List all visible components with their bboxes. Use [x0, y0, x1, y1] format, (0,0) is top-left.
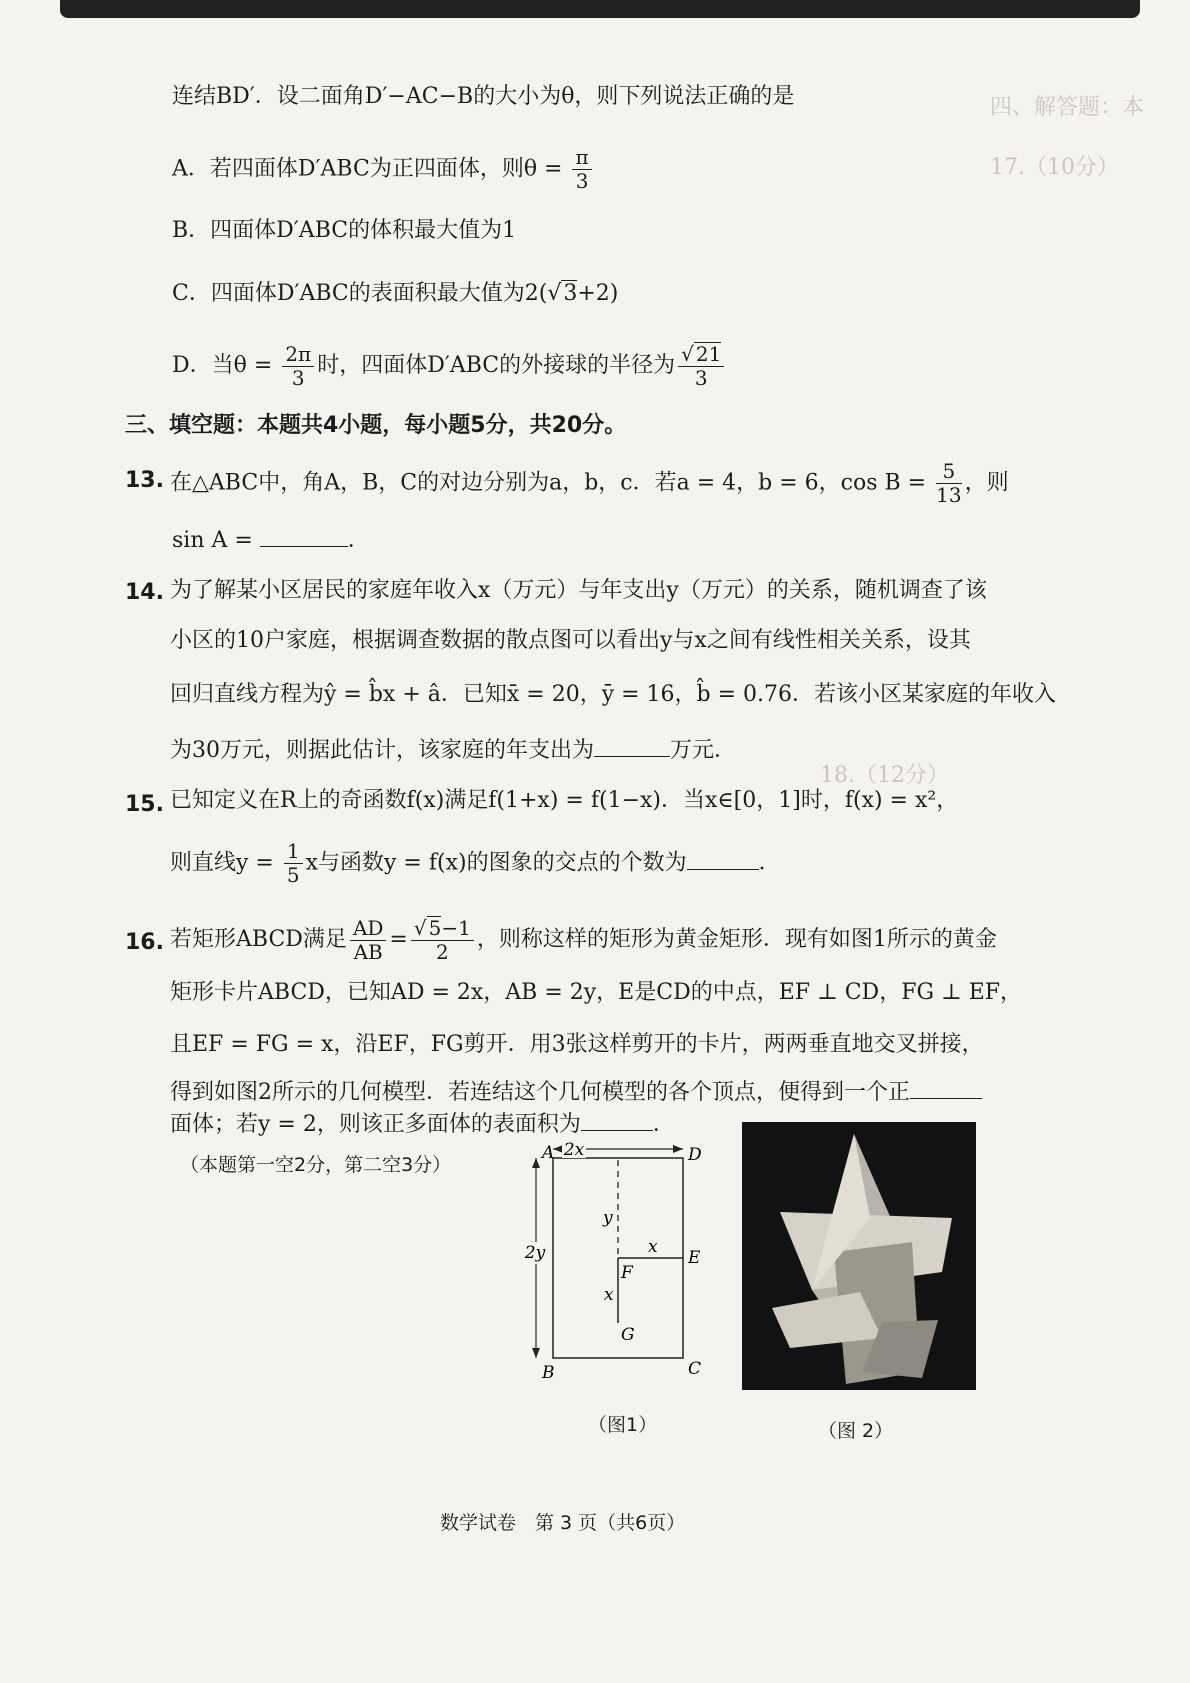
q12-option-d: D．当θ = $\frac{2\pi}{3}$ 时，四面体D′ABC的外接球的半径为 $\frac{√ 21}{3}$: [172, 342, 727, 390]
vertex-g: G: [621, 1325, 635, 1345]
question-number: 14.: [125, 580, 164, 605]
scoring-note: （本题第一空2分，第二空3分）: [180, 1154, 452, 1176]
answer-blank[interactable]: [260, 545, 348, 547]
arrowhead: [673, 1145, 683, 1153]
q14-line3: 回归直线方程为ŷ = b̂x + â．已知x̄ = 20，ȳ = 16，b̂ = 0.76．若该小区某家庭的年收入: [170, 682, 1057, 707]
q16-line4: 得到如图2所示的几何模型．若连结这个几何模型的各个顶点，便得到一个正: [170, 1080, 982, 1106]
vertex-b: B: [542, 1363, 555, 1383]
q16-line3: 且EF = FG = x，沿EF，FG剪开．用3张这样剪开的卡片，两两垂直地交叉拼接，: [170, 1032, 984, 1057]
label-x-fg: x: [604, 1285, 614, 1305]
label-x-ef: x: [648, 1237, 658, 1257]
q14-line1: 为了解某小区居民的家庭年收入x（万元）与年支出y（万元）的关系，随机调查了该: [170, 578, 987, 603]
q16-line1: 若矩形ABCD满足 $\frac{AD}{AB}$ = $\frac{√ 5-1}{2}$ ，则称这样的矩形为黄金矩形．现有如图1所示的黄金: [170, 915, 997, 964]
question-number: 13.: [125, 468, 164, 493]
answer-blank[interactable]: [687, 868, 759, 870]
figure-2-caption: （图 2）: [818, 1420, 894, 1442]
q12-stem-end: 连结BD′．设二面角D′−AC−B的大小为θ，则下列说法正确的是: [172, 84, 795, 109]
vertex-a: A: [542, 1143, 555, 1163]
question-number: 16.: [125, 930, 164, 955]
q15-line1: 已知定义在R上的奇函数f(x)满足f(1+x) = f(1−x)．当x∈[0，1]时，f(x) = x²，: [170, 788, 959, 813]
vertex-f: F: [621, 1263, 633, 1283]
q16-line2: 矩形卡片ABCD，已知AD = 2x，AB = 2y，E是CD的中点，EF ⊥ CD，FG ⊥ EF，: [170, 980, 1023, 1005]
q16-line5: 面体；若y = 2，则该正多面体的表面积为 ．: [170, 1112, 675, 1137]
question-number: 15.: [125, 792, 164, 817]
ghost-text: 18.（12分）: [820, 763, 949, 788]
q12-option-c: C．四面体D′ABC的表面积最大值为2(√3+2): [172, 281, 619, 306]
label-y: y: [603, 1208, 613, 1228]
label-2x: 2x: [563, 1140, 585, 1160]
vertex-c: C: [688, 1359, 702, 1379]
answer-blank[interactable]: [581, 1129, 653, 1131]
interlocking-cards-image: [742, 1122, 976, 1390]
q12-option-a: A．若四面体D′ABC为正四面体，则θ = $\frac{\pi}{3}$: [172, 146, 595, 193]
label-2y: 2y: [524, 1243, 546, 1263]
ghost-text: 17.（10分）: [990, 155, 1119, 180]
figure-2-photo: [742, 1122, 976, 1390]
q13-line2: sin A = ．: [172, 528, 370, 553]
figure-1-diagram: [520, 1138, 720, 1388]
q13-line1: 在△ABC中，角A，B，C的对边分别为a，b，c．若a = 4，b = 6，cos B = $\frac{5}{13}$ ，则: [170, 459, 1009, 507]
vertex-e: E: [688, 1248, 701, 1268]
answer-blank[interactable]: [594, 755, 670, 757]
arrowhead: [532, 1348, 540, 1358]
vertex-d: D: [688, 1145, 702, 1165]
q14-line2: 小区的10户家庭，根据调查数据的散点图可以看出y与x之间有线性相关关系，设其: [170, 628, 971, 653]
q14-line4: 为30万元，则据此估计，该家庭的年支出为 万元．: [170, 738, 737, 763]
scan-top-edge: [60, 0, 1140, 18]
arrowhead: [532, 1158, 540, 1168]
ghost-text: 四、解答题：本: [990, 95, 1145, 120]
section-heading: 三、填空题：本题共4小题，每小题5分，共20分。: [125, 413, 627, 438]
q12-option-b: B．四面体D′ABC的体积最大值为1: [172, 218, 517, 243]
page-footer: 数学试卷 第 3 页（共6页）: [440, 1512, 686, 1534]
q15-line2: 则直线y = $\frac{1}{5}$ x与函数y = f(x)的图象的交点的个数为 ．: [170, 839, 781, 887]
figure-1-caption: （图1）: [588, 1414, 658, 1436]
arrowhead: [553, 1145, 563, 1153]
answer-blank[interactable]: [910, 1097, 982, 1099]
